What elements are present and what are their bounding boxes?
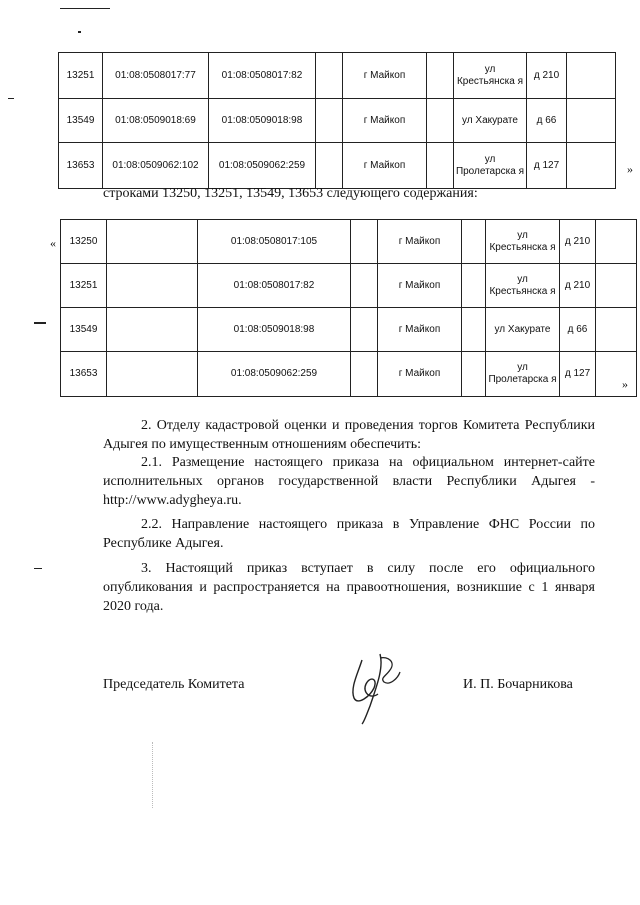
- cell-street: ул Пролетарска я: [486, 352, 560, 397]
- cell-house: д 210: [560, 264, 596, 308]
- cell-house: д 210: [560, 220, 596, 264]
- cell-new: 01:08:0508017:82: [209, 53, 316, 99]
- cell-street: ул Пролетарска я: [454, 143, 527, 189]
- table-row: [59, 99, 616, 143]
- cell-house: д 210: [527, 53, 567, 99]
- cell-empty3: [567, 143, 616, 189]
- table-row: [61, 220, 637, 264]
- cell-new: 01:08:0509062:259: [198, 352, 351, 397]
- cell-new: 01:08:0508017:82: [198, 264, 351, 308]
- scan-mark-left-3: [34, 568, 42, 569]
- signatory-name: И. П. Бочарникова: [463, 677, 573, 692]
- close-quote-top: »: [627, 162, 633, 176]
- scan-mark-left-2: [34, 322, 46, 324]
- cell-empty1: [316, 53, 343, 99]
- cell-empty1: [316, 143, 343, 189]
- cell-city: г Майкоп: [378, 352, 462, 397]
- table-row: [61, 352, 637, 397]
- cell-new: 01:08:0508017:105: [198, 220, 351, 264]
- close-quote-bottom: »: [622, 377, 628, 391]
- cell-empty1: [316, 99, 343, 143]
- cell-city: г Майкоп: [343, 53, 427, 99]
- cell-old: 01:08:0509018:69: [103, 99, 209, 143]
- cell-num: 13549: [59, 99, 103, 143]
- cell-num: 13250: [61, 220, 107, 264]
- cell-street: ул Хакурате: [454, 99, 527, 143]
- paragraph-3: [103, 559, 595, 616]
- faint-margin-marks: [152, 742, 155, 808]
- cell-street: ул Хакурате: [486, 308, 560, 352]
- cell-empty1: [351, 308, 378, 352]
- open-quote-bottom: «: [50, 236, 56, 250]
- cell-new: 01:08:0509062:259: [209, 143, 316, 189]
- cell-new: 01:08:0509018:98: [209, 99, 316, 143]
- cell-city: г Майкоп: [378, 308, 462, 352]
- table-row: [61, 308, 637, 352]
- paragraph-3-text: 3. Настоящий приказ вступает в силу после его официального опубликования и распространяется на правоотношения, возникшие с 1 января 2020 года.: [103, 561, 595, 614]
- cell-num: 13251: [61, 264, 107, 308]
- scan-dot-top: [78, 31, 81, 33]
- cell-empty3: [596, 220, 637, 264]
- table-row: [61, 264, 637, 308]
- paragraph-2-2-text: 2.2. Направление настоящего приказа в Управление ФНС России по Республике Адыгея.: [103, 517, 595, 551]
- cell-house: д 66: [527, 99, 567, 143]
- cell-old: 01:08:0508017:77: [103, 53, 209, 99]
- cell-empty3: [567, 53, 616, 99]
- cell-old: [107, 264, 198, 308]
- cell-house: д 127: [527, 143, 567, 189]
- handwritten-signature: [340, 648, 410, 726]
- cell-city: г Майкоп: [378, 264, 462, 308]
- cell-house: д 66: [560, 308, 596, 352]
- cell-empty2: [427, 53, 454, 99]
- cell-num: 13251: [59, 53, 103, 99]
- cell-empty2: [462, 220, 486, 264]
- cell-empty1: [351, 352, 378, 397]
- paragraph-2-1-text: 2.1. Размещение настоящего приказа на официальном интернет-сайте исполнительных органов государственной власти Республики Адыгея - http://www.adygheya.ru.: [103, 455, 595, 508]
- cell-city: г Майкоп: [343, 143, 427, 189]
- cell-num: 13653: [59, 143, 103, 189]
- cell-empty2: [462, 352, 486, 397]
- cell-street: ул Крестьянска я: [454, 53, 527, 99]
- cell-empty3: [596, 352, 637, 397]
- signatory-position: Председатель Комитета: [103, 677, 245, 692]
- cell-empty1: [351, 220, 378, 264]
- cell-empty2: [427, 143, 454, 189]
- cell-city: г Майкоп: [343, 99, 427, 143]
- cell-old: [107, 220, 198, 264]
- cell-new: 01:08:0509018:98: [198, 308, 351, 352]
- cell-empty2: [462, 308, 486, 352]
- paragraph-2-2: [103, 515, 595, 553]
- scan-line-top: [60, 8, 110, 9]
- cell-empty3: [567, 99, 616, 143]
- cell-old: [107, 352, 198, 397]
- cell-empty3: [596, 308, 637, 352]
- paragraph-2: [103, 416, 595, 454]
- cell-num: 13549: [61, 308, 107, 352]
- cell-old: 01:08:0509062:102: [103, 143, 209, 189]
- scan-mark-left-1: [8, 98, 14, 99]
- table-top: [58, 52, 616, 189]
- cell-num: 13653: [61, 352, 107, 397]
- table-row: [59, 143, 616, 189]
- cell-empty1: [351, 264, 378, 308]
- cell-empty2: [427, 99, 454, 143]
- cell-city: г Майкоп: [378, 220, 462, 264]
- table-bottom: [60, 219, 637, 397]
- table-row: [59, 53, 616, 99]
- cell-street: ул Крестьянска я: [486, 264, 560, 308]
- intro-line: строками 13250, 13251, 13549, 13653 следующего содержания:: [103, 186, 478, 201]
- cell-old: [107, 308, 198, 352]
- cell-empty3: [596, 264, 637, 308]
- cell-house: д 127: [560, 352, 596, 397]
- cell-street: ул Крестьянска я: [486, 220, 560, 264]
- paragraph-2-1: [103, 453, 595, 510]
- paragraph-2-text: 2. Отделу кадастровой оценки и проведения торгов Комитета Республики Адыгея по имущественным отношениям обеспечить:: [103, 418, 595, 452]
- cell-empty2: [462, 264, 486, 308]
